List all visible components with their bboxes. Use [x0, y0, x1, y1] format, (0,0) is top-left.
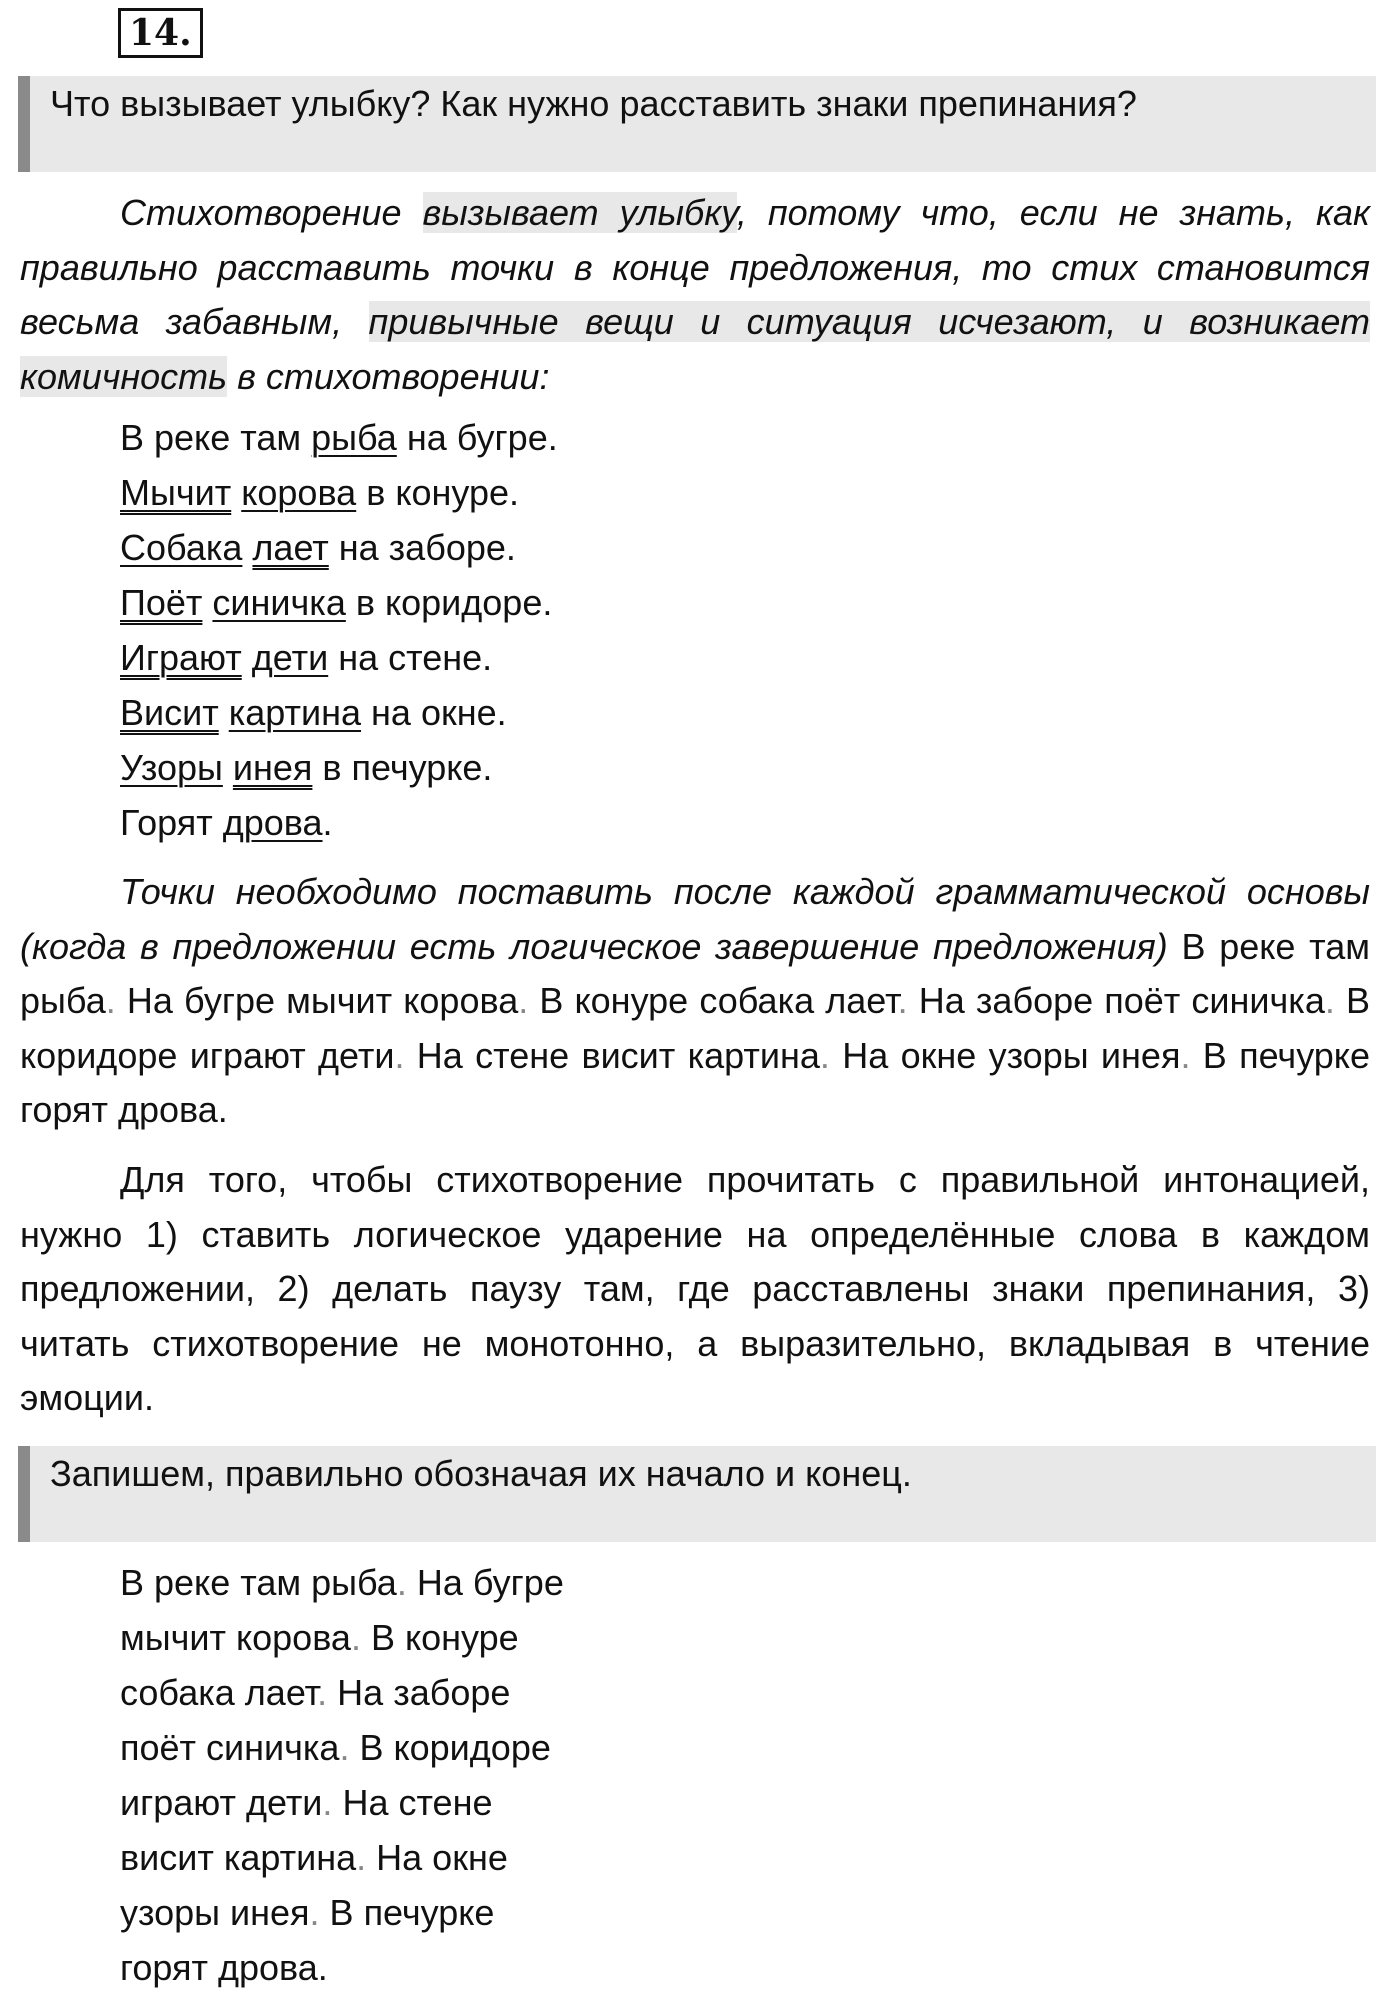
task-number-dot: . [179, 12, 192, 54]
poem-original [120, 410, 820, 850]
question-box-2 [18, 1446, 1376, 1542]
text-segment: на стене. [328, 637, 493, 678]
underlined-word: картина [228, 692, 362, 733]
text-segment: узоры инея [120, 1892, 310, 1933]
text-segment: мычит корова [120, 1617, 351, 1658]
inserted-period: . [322, 1782, 333, 1823]
question-2-text: Запишем, правильно обозначая их начало и конец. [50, 1453, 912, 1494]
inserted-period: . [1324, 980, 1335, 1021]
poem-line [120, 1665, 820, 1720]
p2-sentence: В реке там рыба [20, 925, 1371, 1021]
p1-highlight-2: привычные вещи и ситуация исчезают, и возникает комичность [20, 301, 1371, 397]
poem-line [120, 685, 820, 740]
answer-paragraph-3 [20, 1153, 1370, 1426]
question-box-1 [18, 76, 1376, 172]
text-segment: В реке там [120, 417, 312, 458]
text-segment: В коридоре [349, 1727, 551, 1768]
inserted-period: . [105, 980, 116, 1021]
text-segment: играют дети [120, 1782, 323, 1823]
answer-paragraph-2 [20, 865, 1370, 1138]
poem-line [120, 630, 820, 685]
double-underlined-word: инея [232, 747, 313, 788]
text-segment: на окне. [361, 692, 507, 733]
poem-line [120, 1940, 820, 1995]
inserted-period: . [518, 980, 529, 1021]
inserted-period: . [339, 1727, 350, 1768]
task-number: 14 [129, 12, 180, 54]
inserted-period: . [317, 1672, 328, 1713]
text-segment: В печурке [319, 1892, 495, 1933]
p2-sentence: На стене висит картина [404, 1034, 820, 1076]
text-segment [242, 637, 252, 678]
double-underlined-word: Мычит [120, 472, 232, 513]
underlined-word: Узоры [120, 747, 223, 788]
poem-line [120, 1720, 820, 1775]
p2-sentence: В конуре собака лает [528, 980, 898, 1021]
underlined-word: Собака [120, 527, 243, 568]
text-segment [231, 472, 241, 513]
p1-part1: Стихотворение [120, 192, 423, 233]
p1-part3: в стихотворении: [227, 355, 550, 397]
text-segment: висит картина [120, 1837, 357, 1878]
poem-line [120, 1555, 820, 1610]
text-segment: Горят [120, 802, 223, 843]
text-segment: в коридоре. [345, 582, 553, 623]
answer-paragraph-1 [20, 186, 1370, 404]
text-segment [223, 747, 233, 788]
text-segment [219, 692, 229, 733]
text-segment: На бугре [406, 1562, 564, 1603]
poem-line [120, 1610, 820, 1665]
task-number-box [118, 8, 203, 58]
text-segment: горят дрова. [120, 1947, 328, 1988]
p3-text: Для того, чтобы стихотворение прочитать с правильной интонацией, нужно 1) ставить логическое ударение на определённые слова в каждом предложении, 2) делать паузу там, где расставлены знаки препинания, 3) читать стихотворение не монотонно, а выразительно, вкладывая в чтение эмоции. [20, 1159, 1370, 1418]
p2-intro: Точки необходимо поставить после каждой грамматической основы (когда в предложении есть логическое завершение предложения) [20, 871, 1370, 967]
text-segment: в печурке. [312, 747, 493, 788]
inserted-period: . [350, 1617, 361, 1658]
p2-sentence: На заборе поёт синичка [907, 980, 1325, 1021]
p2-sentence: На бугре мычит корова [115, 980, 519, 1021]
p2-sentence: На окне узоры инея [829, 1034, 1181, 1076]
p2-sentence: В коридоре играют дети [20, 980, 1371, 1076]
text-segment [202, 582, 212, 623]
text-segment: поёт синичка [120, 1727, 340, 1768]
inserted-period: . [394, 1034, 405, 1076]
inserted-period: . [1180, 1034, 1191, 1076]
text-segment: На окне [366, 1837, 508, 1878]
underlined-word: дети [251, 637, 329, 678]
text-segment: На стене [332, 1782, 493, 1823]
underlined-word: рыба [311, 417, 397, 458]
text-segment: На заборе [327, 1672, 511, 1713]
text-segment: В конуре [360, 1617, 519, 1658]
inserted-period: . [897, 980, 908, 1021]
poem-line [120, 1830, 820, 1885]
double-underlined-word: Поёт [120, 582, 203, 623]
underlined-word: дрова [222, 802, 323, 843]
inserted-period: . [309, 1892, 320, 1933]
text-segment: на заборе. [328, 527, 516, 568]
poem-line [120, 410, 820, 465]
text-segment: на бугре. [396, 417, 558, 458]
double-underlined-word: Висит [120, 692, 219, 733]
question-1-text: Что вызывает улыбку? Как нужно расставить знаки препинания? [50, 83, 1137, 124]
poem-line [120, 1775, 820, 1830]
p2-sentence: В печурке горят дрова. [20, 1034, 1370, 1130]
poem-line [120, 1885, 820, 1940]
text-segment [242, 527, 252, 568]
poem-line [120, 520, 820, 575]
double-underlined-word: Играют [120, 637, 242, 678]
inserted-period: . [819, 1034, 830, 1076]
poem-corrected [120, 1555, 820, 1995]
p1-highlight-1: вызывает улыбку [422, 192, 737, 233]
p1-part2: , потому что, если не знать, как правильно расставить точки в конце предложения, то стих становится весьма забавным, [20, 192, 1370, 342]
text-segment: . [322, 802, 333, 843]
underlined-word: корова [241, 472, 357, 513]
poem-line [120, 795, 820, 850]
text-segment: собака лает [120, 1672, 318, 1713]
inserted-period: . [396, 1562, 407, 1603]
text-segment: В реке там рыба [120, 1562, 397, 1603]
inserted-period: . [356, 1837, 367, 1878]
poem-line [120, 465, 820, 520]
double-underlined-word: лает [252, 527, 329, 568]
underlined-word: синичка [212, 582, 346, 623]
poem-line [120, 740, 820, 795]
text-segment: в конуре. [356, 472, 520, 513]
poem-line [120, 575, 820, 630]
